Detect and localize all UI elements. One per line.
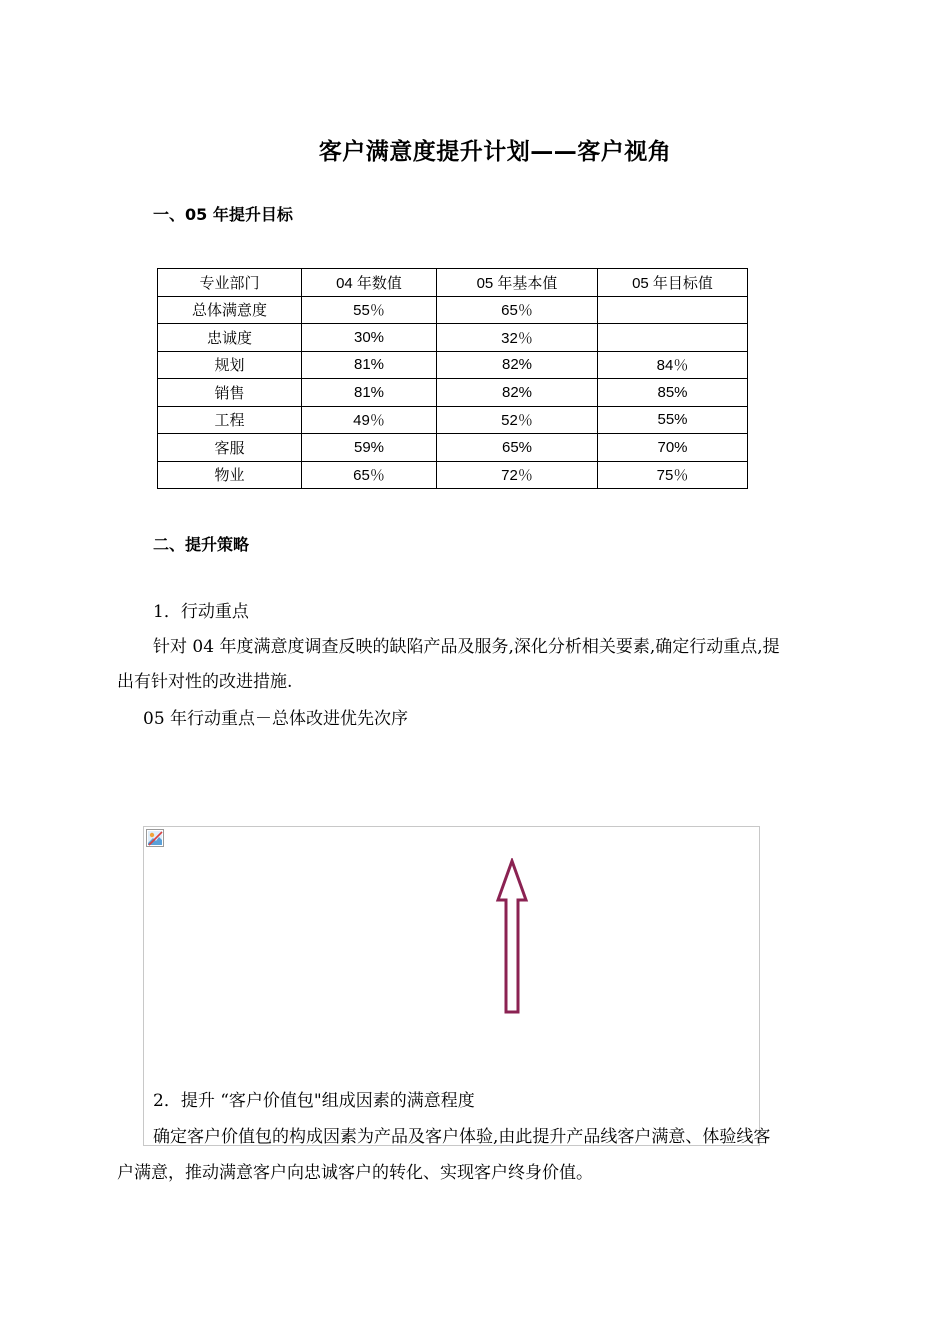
table-cell: 85% bbox=[598, 379, 748, 407]
header-cell: 04 年数值 bbox=[302, 269, 437, 297]
table-cell: 规划 bbox=[158, 351, 302, 379]
table-cell: 82% bbox=[437, 379, 598, 407]
table-cell: 55% bbox=[598, 406, 748, 434]
table-row bbox=[158, 406, 748, 434]
table-cell: 65％ bbox=[302, 461, 437, 489]
table-row bbox=[158, 434, 748, 462]
table-row bbox=[158, 379, 748, 407]
table-cell: 59% bbox=[302, 434, 437, 462]
table-cell: 忠诚度 bbox=[158, 324, 302, 352]
page-title: 客户满意度提升计划——客户视角 bbox=[318, 139, 672, 165]
item1-heading: 1．行动重点 bbox=[153, 602, 249, 622]
table-row bbox=[158, 296, 748, 324]
table-cell: 70% bbox=[598, 434, 748, 462]
table-row bbox=[158, 461, 748, 489]
table-cell: 总体满意度 bbox=[158, 296, 302, 324]
broken-image-icon bbox=[146, 829, 164, 847]
table-cell: 82% bbox=[437, 351, 598, 379]
table-cell: 55％ bbox=[302, 296, 437, 324]
table-cell: 65％ bbox=[437, 296, 598, 324]
item2-paragraph-line1: 确定客户价值包的构成因素为产品及客户体验,由此提升产品线客户满意、体验线客 bbox=[153, 1127, 771, 1147]
table-cell: 52％ bbox=[437, 406, 598, 434]
table-cell: 75％ bbox=[598, 461, 748, 489]
table-cell: 49％ bbox=[302, 406, 437, 434]
targets-table bbox=[157, 268, 748, 489]
table-cell: 72％ bbox=[437, 461, 598, 489]
item1-subline: 05 年行动重点－总体改进优先次序 bbox=[143, 709, 409, 729]
table-cell: 工程 bbox=[158, 406, 302, 434]
table-cell: 32％ bbox=[437, 324, 598, 352]
item1-paragraph-line2: 出有针对性的改进措施. bbox=[117, 672, 293, 692]
targets-table-body bbox=[158, 269, 748, 489]
table-cell: 物业 bbox=[158, 461, 302, 489]
table-row bbox=[158, 324, 748, 352]
up-arrow-shape bbox=[495, 858, 529, 1016]
table-header-row bbox=[158, 269, 748, 297]
table-cell: 81% bbox=[302, 379, 437, 407]
table-cell bbox=[598, 296, 748, 324]
item1-paragraph-line1: 针对 04 年度满意度调查反映的缺陷产品及服务,深化分析相关要素,确定行动重点,提 bbox=[153, 637, 780, 657]
table-row bbox=[158, 351, 748, 379]
item2-heading: 2．提升 “客户价值包"组成因素的满意程度 bbox=[153, 1091, 475, 1111]
section-heading-strategy: 二、提升策略 bbox=[153, 535, 250, 554]
table-cell: 65% bbox=[437, 434, 598, 462]
section-heading-targets: 一、05 年提升目标 bbox=[153, 205, 293, 224]
table-cell: 30% bbox=[302, 324, 437, 352]
table-cell: 客服 bbox=[158, 434, 302, 462]
table-cell: 81% bbox=[302, 351, 437, 379]
header-cell: 05 年目标值 bbox=[598, 269, 748, 297]
item2-paragraph-line2: 户满意，推动满意客户向忠诚客户的转化、实现客户终身价值。 bbox=[117, 1163, 593, 1183]
table-cell bbox=[598, 324, 748, 352]
header-cell: 05 年基本值 bbox=[437, 269, 598, 297]
header-cell: 专业部门 bbox=[158, 269, 302, 297]
table-cell: 销售 bbox=[158, 379, 302, 407]
table-cell: 84％ bbox=[598, 351, 748, 379]
